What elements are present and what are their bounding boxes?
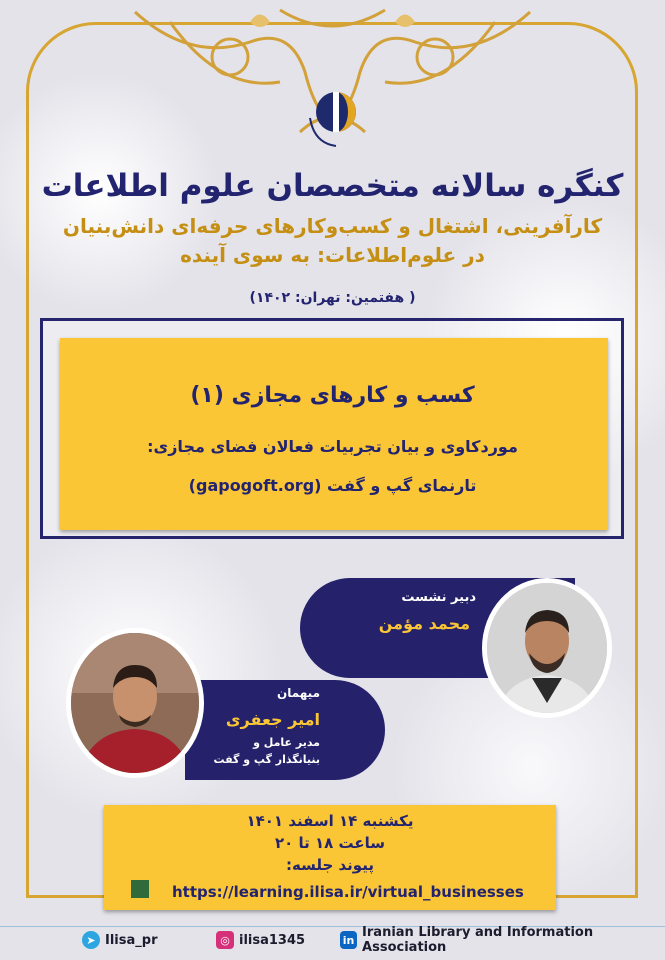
- instagram-link[interactable]: [216, 930, 305, 950]
- telegram-icon: ➤: [82, 931, 100, 949]
- qr-icon: [131, 880, 149, 898]
- host-role: دبیر نشست: [401, 590, 476, 605]
- topic-title: کسب و کارهای مجازی (۱): [190, 383, 475, 408]
- guest-name: امیر جعفری: [225, 710, 320, 729]
- session-time: ساعت ۱۸ تا ۲۰: [274, 834, 386, 852]
- association-logo: [306, 88, 362, 150]
- topic-box: [60, 338, 608, 530]
- session-link-label: پیوند جلسه:: [286, 856, 374, 874]
- edition-label: ( هفتمین: تهران: ۱۴۰۲): [249, 290, 416, 306]
- session-url[interactable]: https://learning.ilisa.ir/virtual_businesses: [172, 883, 524, 901]
- guest-desc-line1: مدیر عامل و: [253, 736, 320, 749]
- session-date: یکشنبه ۱۴ اسفند ۱۴۰۱: [246, 812, 414, 830]
- telegram-handle: Ilisa_pr: [105, 932, 158, 948]
- congress-subtitle-line2: در علوم‌اطلاعات: به سوی آینده: [180, 243, 485, 267]
- congress-subtitle-line1: کارآفرینی، اشتغال و کسب‌وکارهای حرفه‌ای دانش‌بنیان: [62, 214, 603, 238]
- instagram-handle: ilisa1345: [239, 932, 306, 948]
- linkedin-link[interactable]: [340, 925, 665, 955]
- congress-title: کنگره سالانه متخصصان علوم اطلاعات: [41, 168, 624, 204]
- instagram-icon: ◎: [216, 931, 234, 949]
- telegram-link[interactable]: [82, 930, 157, 950]
- linkedin-icon: in: [340, 931, 357, 949]
- host-photo: [482, 578, 612, 718]
- guest-role: میهمان: [276, 686, 320, 700]
- topic-subtitle: موردکاوی و بیان تجربیات فعالان فضای مجازی:: [147, 437, 518, 456]
- topic-site: تارنمای گپ و گفت (gapogoft.org): [188, 476, 477, 495]
- guest-desc-line2: بنیانگذار گپ و گفت: [213, 753, 320, 766]
- host-name: محمد مؤمن: [378, 614, 470, 633]
- linkedin-name: Iranian Library and Information Association: [362, 925, 594, 955]
